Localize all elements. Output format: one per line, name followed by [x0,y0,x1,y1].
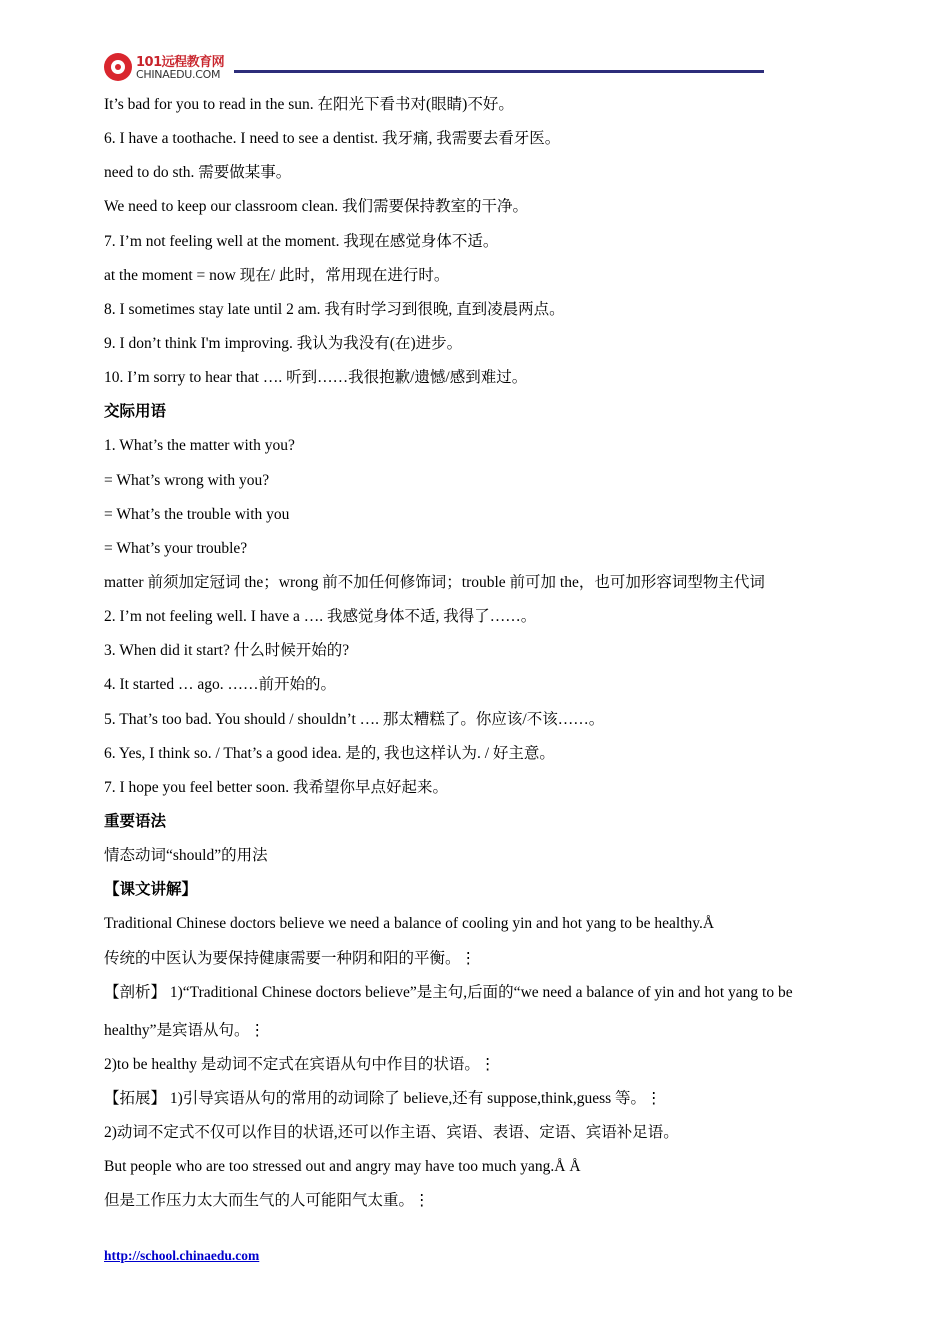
text-line: But people who are too stressed out and angry may have too much yang.Å Å [104,1158,581,1176]
text-line: = What’s wrong with you? [104,471,270,489]
logo-domain: CHINAEDU.COM [136,68,221,81]
text-line: 2)动词不定式不仅可以作目的状语,还可以作主语、宾语、表语、定语、宾语补足语。 [104,1124,679,1142]
text-line: matter 前须加定冠词 the；wrong 前不加任何修饰词；trouble 前可加 the，也可加形容词型物主代词 [104,573,765,591]
text-line: healthy”是宾语从句。⋮ [104,1021,266,1039]
text-line: 10. I’m sorry to hear that …. 听到……我很抱歉/遗憾/感到难过。 [104,369,528,387]
section-heading: 【课文讲解】 [104,881,198,899]
text-line: need to do sth. 需要做某事。 [104,164,292,182]
footer-link[interactable]: http://school.chinaedu.com [104,1248,260,1263]
text-line: 【拓展】 1)引导宾语从句的常用的动词除了 believe,还有 suppose,think,guess 等。⋮ [104,1089,662,1107]
text-line: We need to keep our classroom clean. 我们需要保持教室的干净。 [104,198,529,216]
text-line: 5. That’s too bad. You should / shouldn’t …. 那太糟糕了。你应该/不该……。 [104,710,605,728]
text-line: = What’s the trouble with you [104,505,290,523]
section-heading: 交际用语 [104,403,167,421]
text-line: 6. I have a toothache. I need to see a dentist. 我牙痛, 我需要去看牙医。 [104,130,561,148]
text-line: 情态动词“should”的用法 [104,847,268,865]
header-divider [234,70,764,73]
text-line: 7. I’m not feeling well at the moment. 我现在感觉身体不适。 [104,232,499,250]
section-heading: 重要语法 [104,812,167,830]
text-line: 【剖析】 1)“Traditional Chinese doctors believe”是主句,后面的“we need a balance of yin and hot yang to be [104,983,793,1001]
text-line: 传统的中医认为要保持健康需要一种阴和阳的平衡。⋮ [104,949,477,967]
logo-text: 101远程教育网 [136,55,225,70]
document-body [104,92,874,1223]
text-line: Traditional Chinese doctors believe we need a balance of cooling yin and hot yang to be healthy.Å [104,915,715,933]
text-line: 1. What’s the matter with you? [104,437,295,455]
page-header [103,50,765,86]
text-line: 7. I hope you feel better soon. 我希望你早点好起来。 [104,778,448,796]
text-line: 但是工作压力太大而生气的人可能阳气太重。⋮ [104,1192,430,1210]
text-line: = What’s your trouble? [104,539,248,557]
text-line: 9. I don’t think I'm improving. 我认为我没有(在)进步。 [104,334,463,352]
logo-mark-icon [104,53,132,81]
text-line: 8. I sometimes stay late until 2 am. 我有时学习到很晚, 直到凌晨两点。 [104,300,565,318]
text-line: 4. It started … ago. ……前开始的。 [104,676,337,694]
chinaedu-logo [103,50,233,86]
text-line: It’s bad for you to read in the sun. 在阳光下看书对(眼睛)不好。 [104,96,514,113]
text-line: at the moment = now 现在/ 此时，常用现在进行时。 [104,266,450,284]
text-line: 6. Yes, I think so. / That’s a good idea. 是的, 我也这样认为. / 好主意。 [104,744,555,762]
text-line: 2)to be healthy 是动词不定式在宾语从句中作目的状语。⋮ [104,1055,496,1073]
text-line: 3. When did it start? 什么时候开始的? [104,642,350,660]
text-line: 2. I’m not feeling well. I have a …. 我感觉身体不适, 我得了……。 [104,608,537,626]
